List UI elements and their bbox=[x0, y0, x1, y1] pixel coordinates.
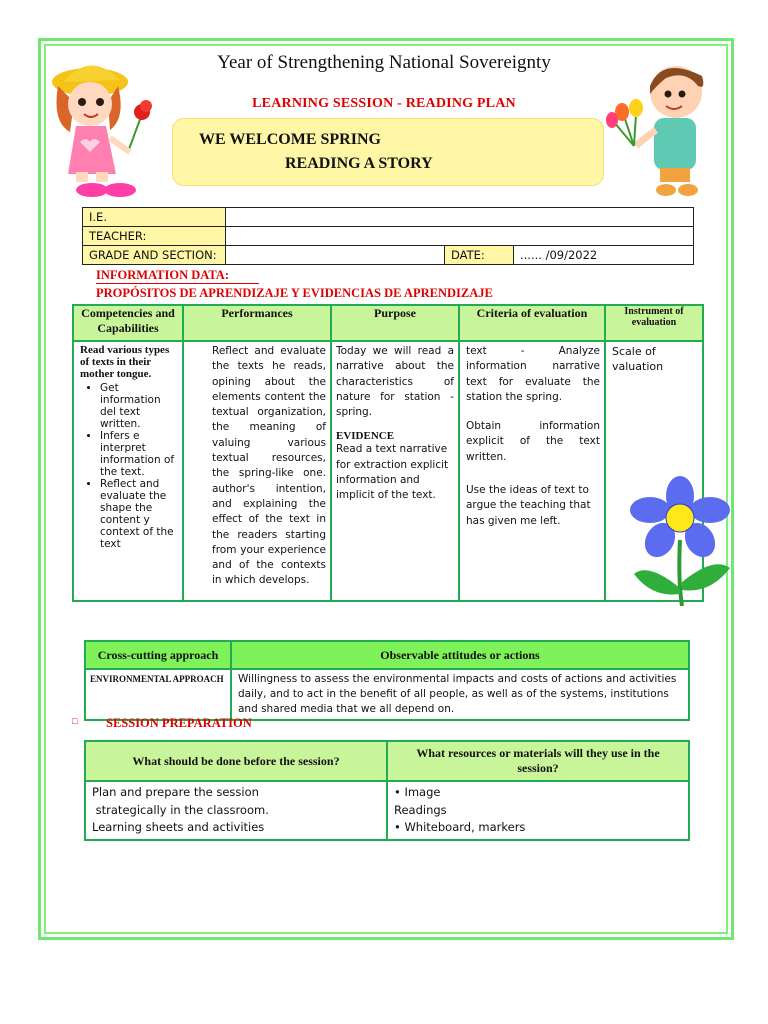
before-line: Plan and prepare the session bbox=[92, 785, 259, 799]
evidence-text: Read a text narrative for extraction explicit information and implicit of the text. bbox=[336, 443, 449, 502]
criteria-text-3: Use the ideas of text to argue the teaching that has given me left. bbox=[466, 484, 591, 527]
col-header-competencies: Competencies and Capabilities bbox=[73, 305, 183, 341]
banner-line-2: READING A STORY bbox=[285, 155, 433, 172]
competency-item: • Infers e interpret information of the text. bbox=[100, 430, 178, 478]
title-banner bbox=[172, 118, 604, 186]
resource-line: Readings bbox=[394, 802, 447, 817]
boy-illustration bbox=[606, 56, 716, 198]
resource-line: • Whiteboard, markers bbox=[394, 820, 526, 834]
environmental-approach: ENVIRONMENTAL APPROACH bbox=[85, 669, 231, 720]
col-header-criteria: Criteria of evaluation bbox=[459, 305, 605, 341]
session-prep-table bbox=[84, 740, 690, 841]
criteria-cell bbox=[459, 341, 605, 601]
competency-item: • Reflect and evaluate the shape the content y context of the text bbox=[100, 478, 178, 550]
instrument-text: Scale of valuation bbox=[612, 345, 664, 374]
ie-field[interactable] bbox=[226, 208, 694, 227]
teacher-label: TEACHER: bbox=[83, 227, 226, 246]
col-header-instrument: Instrument of evaluation bbox=[605, 305, 703, 341]
date-label: DATE: bbox=[445, 246, 514, 265]
banner-line-1: WE WELCOME SPRING bbox=[199, 131, 381, 148]
performance-text: Reflect and evaluate the texts he reads, opining about the elements content the textual organization, the meaning of valuing various textual resources, the spring-like one. author's intention, and explaining the effect of the text in the readers starting from your experience and of the contexts in which develops. bbox=[212, 345, 326, 587]
attitudes-text: Willingness to assess the environmental impacts and costs of actions and activities daily, and to act in the benefit of all people, as well as of the systems, institutions and shared media that we all depend on. bbox=[231, 669, 689, 720]
resource-line: • Image bbox=[394, 785, 441, 799]
flower-illustration bbox=[628, 470, 734, 610]
resources-cell bbox=[387, 781, 689, 840]
before-session-cell bbox=[85, 781, 387, 840]
purpose-text: Today we will read a narrative about the characteristics of nature for station - spring. bbox=[336, 345, 454, 419]
competency-title: Read various types of texts in their mother tongue. bbox=[80, 344, 170, 380]
competencies-cell bbox=[73, 341, 183, 601]
grade-field[interactable] bbox=[226, 246, 445, 265]
teacher-field[interactable] bbox=[226, 227, 694, 246]
before-line: strategically in the classroom. bbox=[92, 802, 269, 817]
information-data-heading: INFORMATION DATA: bbox=[96, 268, 259, 284]
ie-label: I.E. bbox=[83, 208, 226, 227]
col-header-performances: Performances bbox=[183, 305, 331, 341]
criteria-text-1: text - Analyze information narrative text for evaluate the station the spring. bbox=[466, 345, 600, 403]
performances-cell bbox=[183, 341, 331, 601]
learning-purposes-table bbox=[72, 304, 704, 602]
session-prep-heading: SESSION PREPARATION bbox=[106, 716, 252, 730]
grade-label: GRADE AND SECTION: bbox=[83, 246, 226, 265]
prep-header-resources: What resources or materials will they use in the session? bbox=[387, 741, 689, 781]
info-table bbox=[82, 207, 694, 265]
evidence-label: EVIDENCE bbox=[336, 430, 395, 443]
page-title: Year of Strengthening National Sovereignty bbox=[217, 52, 551, 73]
before-line: Learning sheets and activities bbox=[92, 820, 265, 834]
purposes-heading: PROPÓSITOS DE APRENDIZAJE Y EVIDENCIAS DE APRENDIZAJE bbox=[96, 286, 493, 300]
purpose-cell bbox=[331, 341, 459, 601]
criteria-text-2: Obtain information explicit of the text written. bbox=[466, 420, 600, 463]
col-header-purpose: Purpose bbox=[331, 305, 459, 341]
prep-header-before: What should be done before the session? bbox=[85, 741, 387, 781]
competency-item: • Get information del text written. bbox=[100, 382, 178, 430]
cross-header-approach: Cross-cutting approach bbox=[85, 641, 231, 669]
cross-header-attitudes: Observable attitudes or actions bbox=[231, 641, 689, 669]
date-value[interactable]: ...... /09/2022 bbox=[514, 246, 694, 265]
page-subtitle: LEARNING SESSION - READING PLAN bbox=[252, 96, 516, 111]
cross-cutting-table bbox=[84, 640, 690, 721]
bullet-checkbox-icon: □ bbox=[72, 716, 78, 726]
